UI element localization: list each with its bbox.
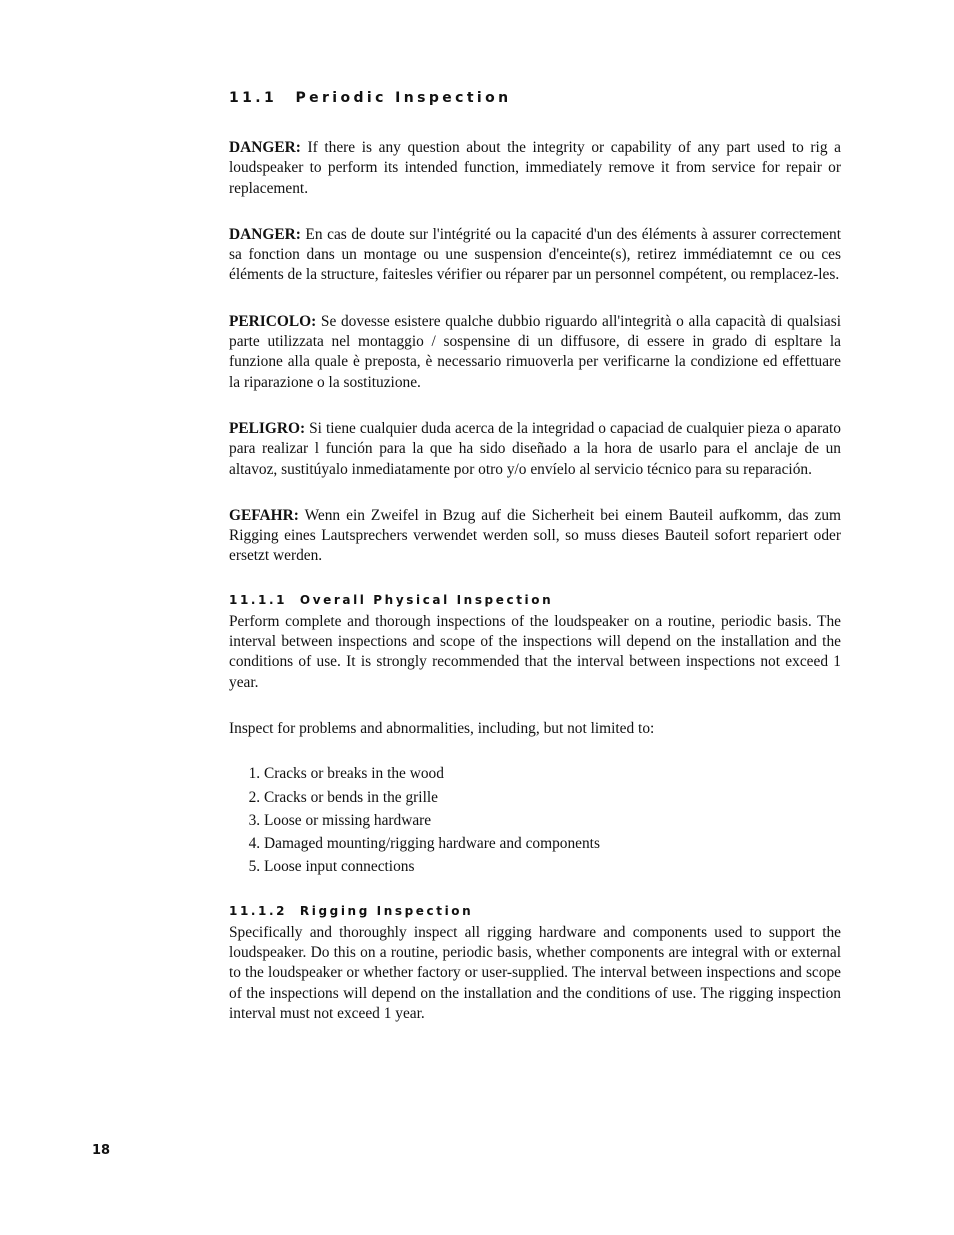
- section-title: Periodic Inspection: [295, 90, 512, 106]
- warning-text: If there is any question about the integrity or capability of any part used to rig a loudspeaker to perform its intended function, immediately remove it from service for repair or replacement.: [229, 139, 841, 197]
- list-text: Damaged mounting/rigging hardware and components: [264, 835, 600, 853]
- warning-peligro-es: [229, 419, 841, 480]
- subsection-title: Rigging Inspection: [299, 903, 474, 918]
- inspect-intro-paragraph: Inspect for problems and abnormalities, including, but not limited to:: [229, 719, 655, 737]
- list-item: [229, 762, 841, 785]
- section-number: 11.1: [229, 90, 278, 106]
- warning-text: Wenn ein Zweifel in Bzug auf die Sicherheit bei einem Bauteil aufkomm, das zum Rigging eines Lautsprechers verwendet werden soll, so muss dieses Bauteil sofort repariert oder ersetzt werden.: [229, 506, 841, 565]
- list-item: [229, 786, 841, 809]
- warning-danger-fr: [229, 225, 841, 286]
- list-text: Loose input connections: [264, 858, 415, 876]
- subsection-heading-rigging: [229, 902, 841, 920]
- list-item: [229, 832, 841, 855]
- list-index: 3.: [248, 811, 261, 829]
- subsection-number: 11.1.1: [229, 592, 288, 607]
- warning-label: PERICOLO:: [229, 312, 317, 330]
- warning-label: DANGER:: [229, 225, 301, 243]
- subsection-title: Overall Physical Inspection: [299, 592, 554, 607]
- list-item: [229, 809, 841, 832]
- physical-inspection-paragraph: Perform complete and thorough inspections of the loudspeaker on a routine, periodic basis. The interval between inspections and scope of the inspections will depend on the installation and the conditions of use. It is strongly recommended that the interval between inspections not exceed 1 year.: [229, 612, 841, 691]
- warning-label: GEFAHR:: [229, 506, 299, 524]
- warning-gefahr-de: [229, 506, 841, 567]
- subsection-number: 11.1.2: [229, 903, 288, 918]
- warning-text: En cas de doute sur l'intégrité ou la capacité d'un des éléments à assurer correctement sa fonction dans un montage ou une suspension d'enceinte(s), retirez immédiatemnt ce ou ces éléments de la structure, faitesles vérifier ou réparer par un personnel compétent, ou remplacez-les.: [229, 225, 841, 284]
- list-index: 2.: [248, 788, 261, 806]
- section-heading: [229, 86, 841, 110]
- list-index: 1.: [248, 765, 261, 783]
- warning-pericolo-it: [229, 312, 841, 393]
- warning-text: Si tiene cualquier duda acerca de la integridad o capaciad de cualquier pieza o aparato para realizar l función para la que ha sido diseñado a la hora de usarlo para el anclaje de un altavoz, sustitúyalo inmediatamente por otro y/o envíelo al servicio técnico para su reparación.: [229, 419, 841, 478]
- list-text: Cracks or breaks in the wood: [264, 765, 444, 783]
- inspection-list: [229, 762, 841, 878]
- list-text: Loose or missing hardware: [264, 811, 432, 829]
- subsection-heading-physical: [229, 591, 841, 609]
- warning-text: Se dovesse esistere qualche dubbio riguardo all'integrità o alla capacità di qualsiasi parte utilizzata nel montaggio / sospensine di un diffusore, di essere in grado di espltare la funzione alla quale è preposta, è necessario rimuoverla per verificarne la condizione ed effettuare la riparazione o la sostituzione.: [229, 312, 841, 391]
- rigging-inspection-paragraph: Specifically and thoroughly inspect all rigging hardware and components used to support the loudspeaker. Do this on a routine, periodic basis, whether components are integral with or external to the loudspeaker or whether factory or user-supplied. The interval between inspections and scope of the inspections will depend on the installation and the conditions of use. The rigging inspection interval must not exceed 1 year.: [229, 923, 841, 1022]
- list-index: 5.: [248, 858, 261, 876]
- page-number: 18: [92, 1143, 111, 1158]
- warning-label: DANGER:: [229, 139, 301, 156]
- warning-danger-en: [229, 138, 841, 199]
- warning-label: PELIGRO:: [229, 419, 306, 437]
- list-item: [229, 855, 841, 878]
- page-content: [229, 86, 841, 1050]
- list-text: Cracks or bends in the grille: [264, 788, 438, 806]
- list-index: 4.: [248, 835, 261, 853]
